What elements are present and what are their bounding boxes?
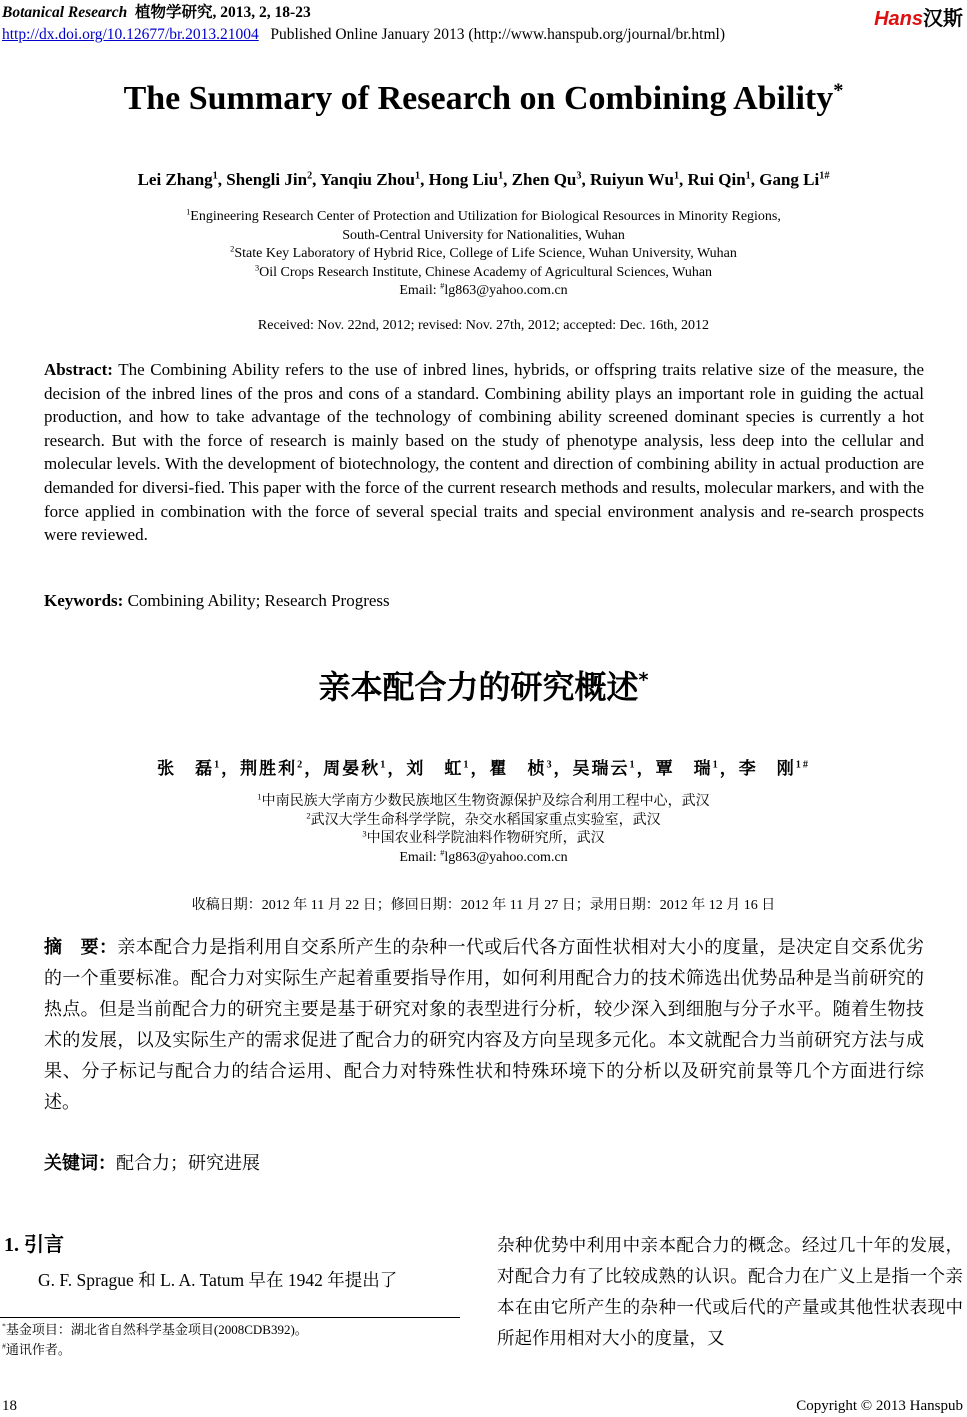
- page-number: 18: [2, 1398, 17, 1414]
- affiliation-line: [0, 264, 967, 283]
- author-name: 瞿 桢: [489, 759, 547, 778]
- doi-line: [2, 26, 725, 44]
- author-name: Lei Zhang: [137, 170, 213, 189]
- affiliation-text: Oil Crops Research Institute, Chinese Academy of Agricultural Sciences, Wuhan: [259, 264, 713, 280]
- author-list: Lei Zhang$^1$, Shengli Jin$^2$, Yanqiu Zhou$^1$, Hong Liu$^1$, Zhen Qu$^3$, Ruiyun Wu$^1$, Rui Qin$^1$, Gang $Li^{1\#}$: [137, 170, 830, 189]
- affiliation-text: 中南民族大学南方少数民族地区生物资源保护及综合利用工程中心，武汉: [261, 794, 710, 809]
- affiliation-line: [0, 208, 967, 227]
- paper-title: The Summary of Research on Combining Ability*: [123, 79, 844, 117]
- footnote-mark: *: [2, 1321, 6, 1331]
- hans-logo: Hans汉斯: [874, 8, 963, 30]
- footnote-mark: #: [2, 1341, 6, 1351]
- author-affiliation-mark: 1: [712, 759, 720, 771]
- keywords: Keywords: Combining Ability; Research Progress: [44, 591, 390, 610]
- affiliation-number: 3: [254, 262, 260, 272]
- email-address: lg863@yahoo.com.cn: [444, 849, 568, 865]
- author-affiliation-mark: 3: [546, 759, 554, 771]
- cn-keywords: 关键词：配合力；研究进展: [44, 1153, 260, 1174]
- author-affiliation-mark: 1: [463, 759, 471, 771]
- affiliation-line: [0, 793, 967, 812]
- email-mark: #: [440, 847, 445, 857]
- cn-dates: 收稿日期：2012 年 11 月 22 日；修回日期：2012 年 11 月 27 日；录用日期：2012 年 12 月 16 日: [191, 898, 776, 913]
- footnotes: [2, 1320, 308, 1360]
- journal-name: Botanical Research: [2, 4, 128, 21]
- author-name: 覃 瑞: [655, 759, 713, 778]
- author-name: Rui Qin: [687, 170, 746, 189]
- author-affiliation-mark: 1#: [819, 170, 830, 182]
- published-note: Published Online January 2013 (http://www.hanspub.org/journal/br.html): [270, 26, 726, 43]
- author-affiliation-mark: 2: [297, 759, 305, 771]
- author-affiliation-mark: 3: [576, 170, 582, 182]
- email-line: [0, 849, 967, 868]
- email-mark: #: [440, 281, 445, 291]
- copyright: Copyright © 2013 Hanspub: [796, 1398, 963, 1414]
- author-affiliation-mark: 1: [673, 170, 680, 182]
- author-affiliation-mark: 1: [380, 759, 388, 771]
- received-dates: Received: Nov. 22nd, 2012; revised: Nov. 27th, 2012; accepted: Dec. 16th, 2012: [257, 318, 710, 333]
- author-name: 张 磊: [157, 759, 215, 778]
- abstract: Abstract: The Combining Ability refers to the use of inbred lines, hybrids, or offspring traits relative size of the measure, the decision of the inbred lines of the pros and cons of a standard. Combining ability plays an important role in guiding the actual production, and how to take advantage of the technology of combining ability screened dominant species is currently a hot research. But with the force of research is mainly based on the study of phenotype analysis, less deep into the cellular and molecular levels. With the development of biotechnology, the content and direction of combining ability in actual production are demanded for diversi-fied. This paper with the force of the current research methods and results, molecular markers, and with the force applied in combination with the force of several special traits and special environment analysis and re-search prospects were reviewed.: [44, 360, 924, 545]
- email-address: lg863@yahoo.com.cn: [444, 283, 568, 298]
- author-affiliation-mark: 1: [629, 759, 637, 771]
- email-label: Email:: [399, 283, 441, 298]
- author-name: Ruiyun Wu: [589, 170, 674, 189]
- journal-citation: 植物学研究, 2013, 2, 18-23: [135, 4, 311, 21]
- affiliation-text: South-Central University for Nationalities, Wuhan: [342, 227, 625, 243]
- author-name: 荆胜利: [240, 759, 298, 778]
- author-name: Hong Liu: [428, 170, 499, 189]
- footnote-divider: [0, 1317, 460, 1318]
- author-name: 吴瑞云: [572, 759, 630, 778]
- affiliations: [0, 208, 967, 301]
- affiliation-number: 3: [362, 829, 367, 839]
- affiliation-text: 中国农业科学院油料作物研究所，武汉: [366, 831, 605, 846]
- doi-link[interactable]: http://dx.doi.org/10.12677/br.2013.21004: [2, 26, 259, 43]
- author-name: Yanqiu Zhou: [320, 170, 416, 189]
- cn-abstract: 摘 要：亲本配合力是指利用自交系所产生的杂种一代或后代各方面性状相对大小的度量，是决定自交系优劣的一个重要标准。配合力对实际生产起着重要指导作用，如何利用配合力的技术筛选出优势品种是当前研究的热点。但是当前配合力的研究主要是基于研究对象的表型进行分析，较少深入到细胞与分子水平。随着生物技术的发展，以及实际生产的需求促进了配合力的研究内容及方向呈现多元化。本文就配合力当前研究方法与成果、分子标记与配合力的结合运用、配合力对特殊性状和特殊环境下的分析以及研究前景等几个方面进行综述。: [44, 937, 925, 1112]
- right-column-text: 杂种优势中利用中亲本配合力的概念。经过几十年的发展，对配合力有了比较成熟的认识。配合力在广义上是指一个亲本在由它所产生的杂种一代或后代的产量或其他性状表现中所起作用相对大小的度量，又: [497, 1235, 963, 1348]
- affiliation-number: 2: [230, 244, 235, 254]
- affiliation-number: 1: [257, 792, 262, 802]
- affiliation-line: [0, 830, 967, 849]
- author-affiliation-mark: 2: [307, 170, 313, 182]
- affiliation-number: 2: [306, 810, 311, 820]
- author-affiliation-mark: 1: [498, 170, 504, 182]
- left-column-text: G. F. Sprague 和 L. A. Tatum 早在 1942 年提出了: [38, 1270, 398, 1290]
- affiliation-line: [0, 227, 967, 246]
- cn-title: 亲本配合力的研究概述*: [318, 668, 649, 706]
- affiliation-text: State Key Laboratory of Hybrid Rice, College of Life Science, Wuhan University, Wuhan: [234, 246, 737, 261]
- author-affiliation-mark: 1: [212, 170, 218, 182]
- author-name: Zhen Qu: [511, 170, 577, 189]
- author-affiliation-mark: 1: [745, 170, 751, 182]
- author-name: 刘 虹: [406, 759, 464, 778]
- author-name: 周晏秋: [323, 759, 381, 778]
- footnote-text: 基金项目：湖北省自然科学基金项目(2008CDB392)。: [5, 1322, 308, 1337]
- affiliation-text: 武汉大学生命科学学院，杂交水稻国家重点实验室，武汉: [310, 812, 661, 828]
- author-name: Gang Li: [759, 170, 820, 189]
- footnote: [2, 1320, 308, 1340]
- affiliation-line: [0, 812, 967, 831]
- footnote-text: 通讯作者。: [5, 1342, 71, 1357]
- cn-affiliations: [0, 793, 967, 867]
- footnote: [2, 1340, 308, 1360]
- author-affiliation-mark: 1#: [795, 759, 810, 771]
- affiliation-number: 1: [186, 207, 191, 217]
- cn-author-list: 张 磊$^1$，荆胜利$^2$，周晏秋$^1$，刘 虹$^1$，瞿 桢$^3$，吴瑞云$^1$，覃 瑞$^1$，李 刚$^{1\#}$: [157, 759, 810, 778]
- email-label: Email:: [399, 849, 441, 865]
- author-name: 李 刚: [738, 759, 796, 778]
- email-line: [0, 282, 967, 301]
- affiliation-line: [0, 245, 967, 264]
- section-heading: 1. 引言: [4, 1234, 64, 1256]
- author-affiliation-mark: 1: [214, 759, 222, 771]
- author-affiliation-mark: 1: [415, 170, 421, 182]
- author-name: Shengli Jin: [226, 170, 308, 189]
- affiliation-text: Engineering Research Center of Protection and Utilization for Biological Resources in Minority Regions,: [190, 209, 781, 224]
- journal-line: [2, 4, 311, 22]
